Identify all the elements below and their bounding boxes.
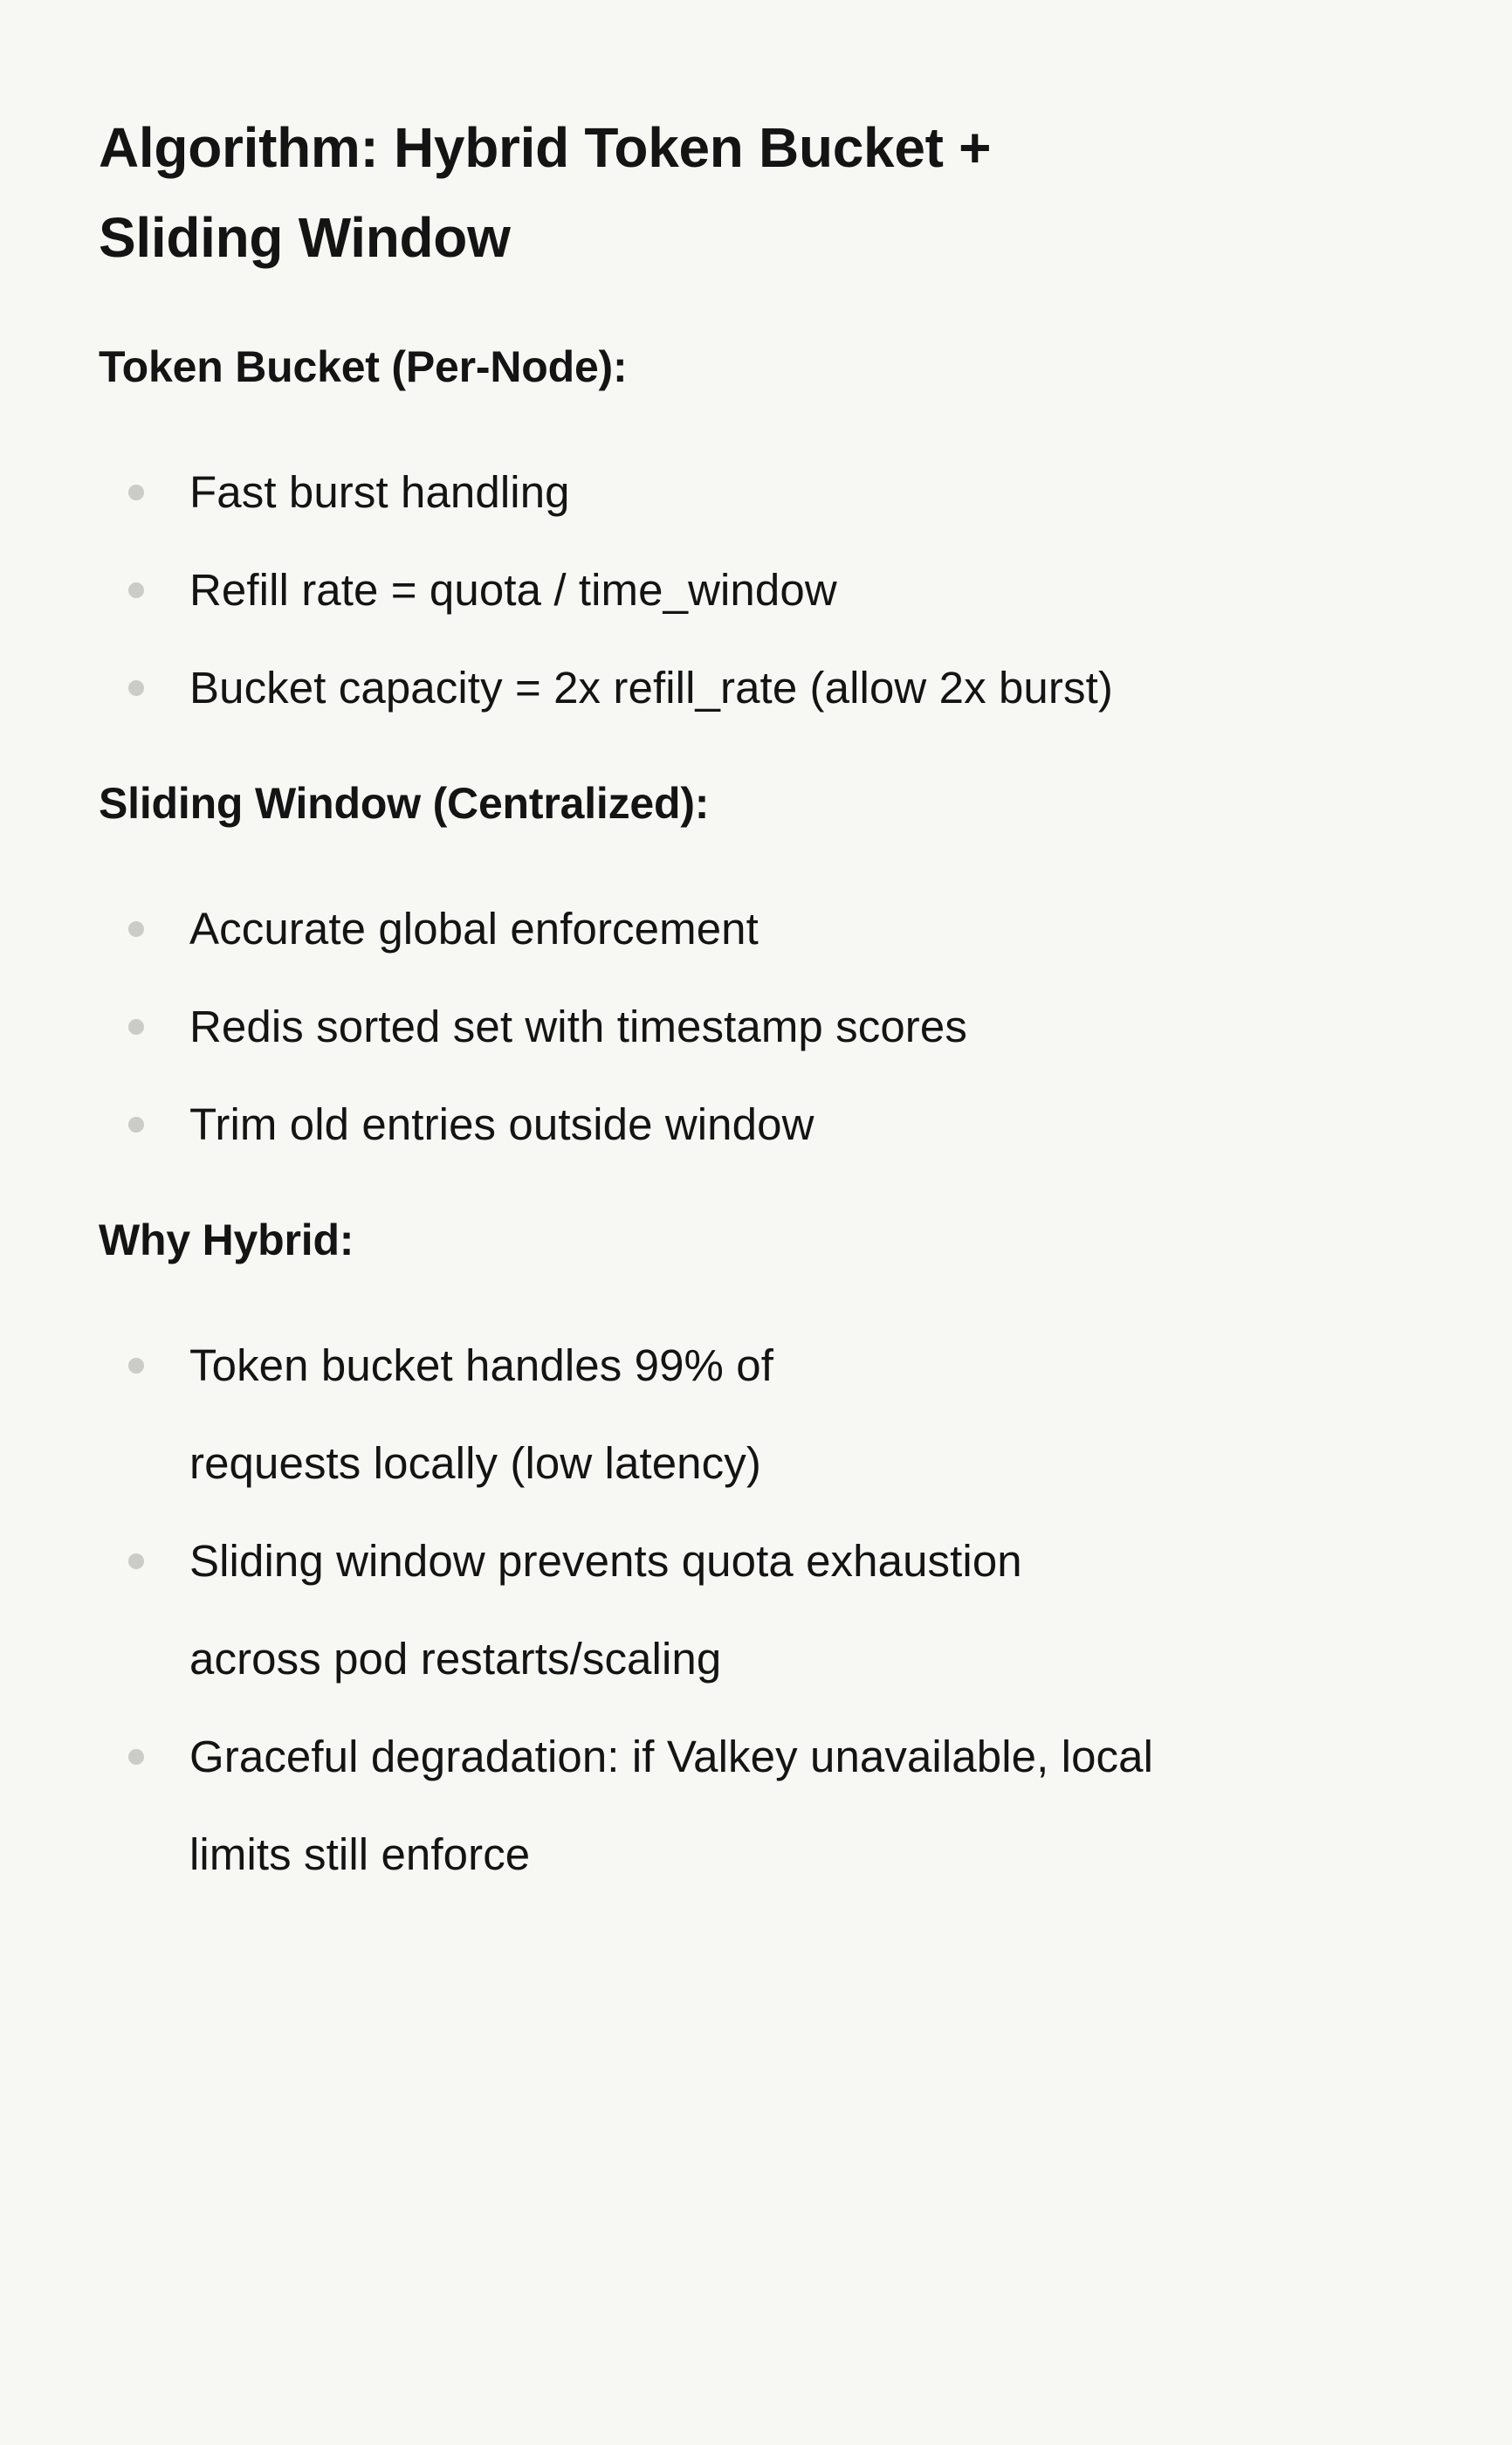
bullet-list [99,1317,1512,1904]
list-item-text: Refill rate = quota / time_window [189,565,837,615]
bullet-dot-icon [128,680,144,696]
list-item [99,541,1237,639]
bullet-dot-icon [128,1019,144,1035]
list-item-text: Graceful degradation: if Valkey unavailable, local limits still enforce [189,1732,1154,1879]
list-item [99,978,1237,1076]
section-heading: Token Bucket (Per-Node): [99,342,628,391]
bullet-dot-icon [128,1358,144,1374]
bullet-dot-icon [128,921,144,937]
section-heading: Sliding Window (Centralized): [99,779,710,828]
list-item-text: Trim old entries outside window [189,1099,814,1149]
list-item-text: Redis sorted set with timestamp scores [189,1002,967,1051]
list-item-text: Token bucket handles 99% of requests locally (low latency) [189,1340,773,1488]
bullet-dot-icon [128,485,144,500]
section-heading: Why Hybrid: [99,1216,354,1264]
page-title: Algorithm: Hybrid Token Bucket + Sliding Window [99,116,992,269]
list-item-text: Bucket capacity = 2x refill_rate (allow 2x burst) [189,663,1113,713]
list-item [99,639,1237,737]
bullet-list [99,880,1512,1174]
list-item-text: Fast burst handling [189,467,570,517]
list-item [99,1317,818,1512]
bullet-dot-icon [128,1749,144,1765]
list-item [99,880,1237,978]
section-token-bucket [99,341,1512,737]
section-why-hybrid [99,1214,1512,1904]
list-item [99,1076,1237,1174]
list-item-text: Sliding window prevents quota exhaustion across pod restarts/scaling [189,1536,1022,1684]
bullet-dot-icon [128,582,144,598]
list-item-text: Accurate global enforcement [189,904,759,954]
bullet-dot-icon [128,1117,144,1133]
section-sliding-window [99,777,1512,1174]
bullet-list [99,444,1512,737]
list-item [99,1512,1132,1708]
list-item [99,1708,1185,1904]
bullet-dot-icon [128,1553,144,1569]
list-item [99,444,1237,541]
